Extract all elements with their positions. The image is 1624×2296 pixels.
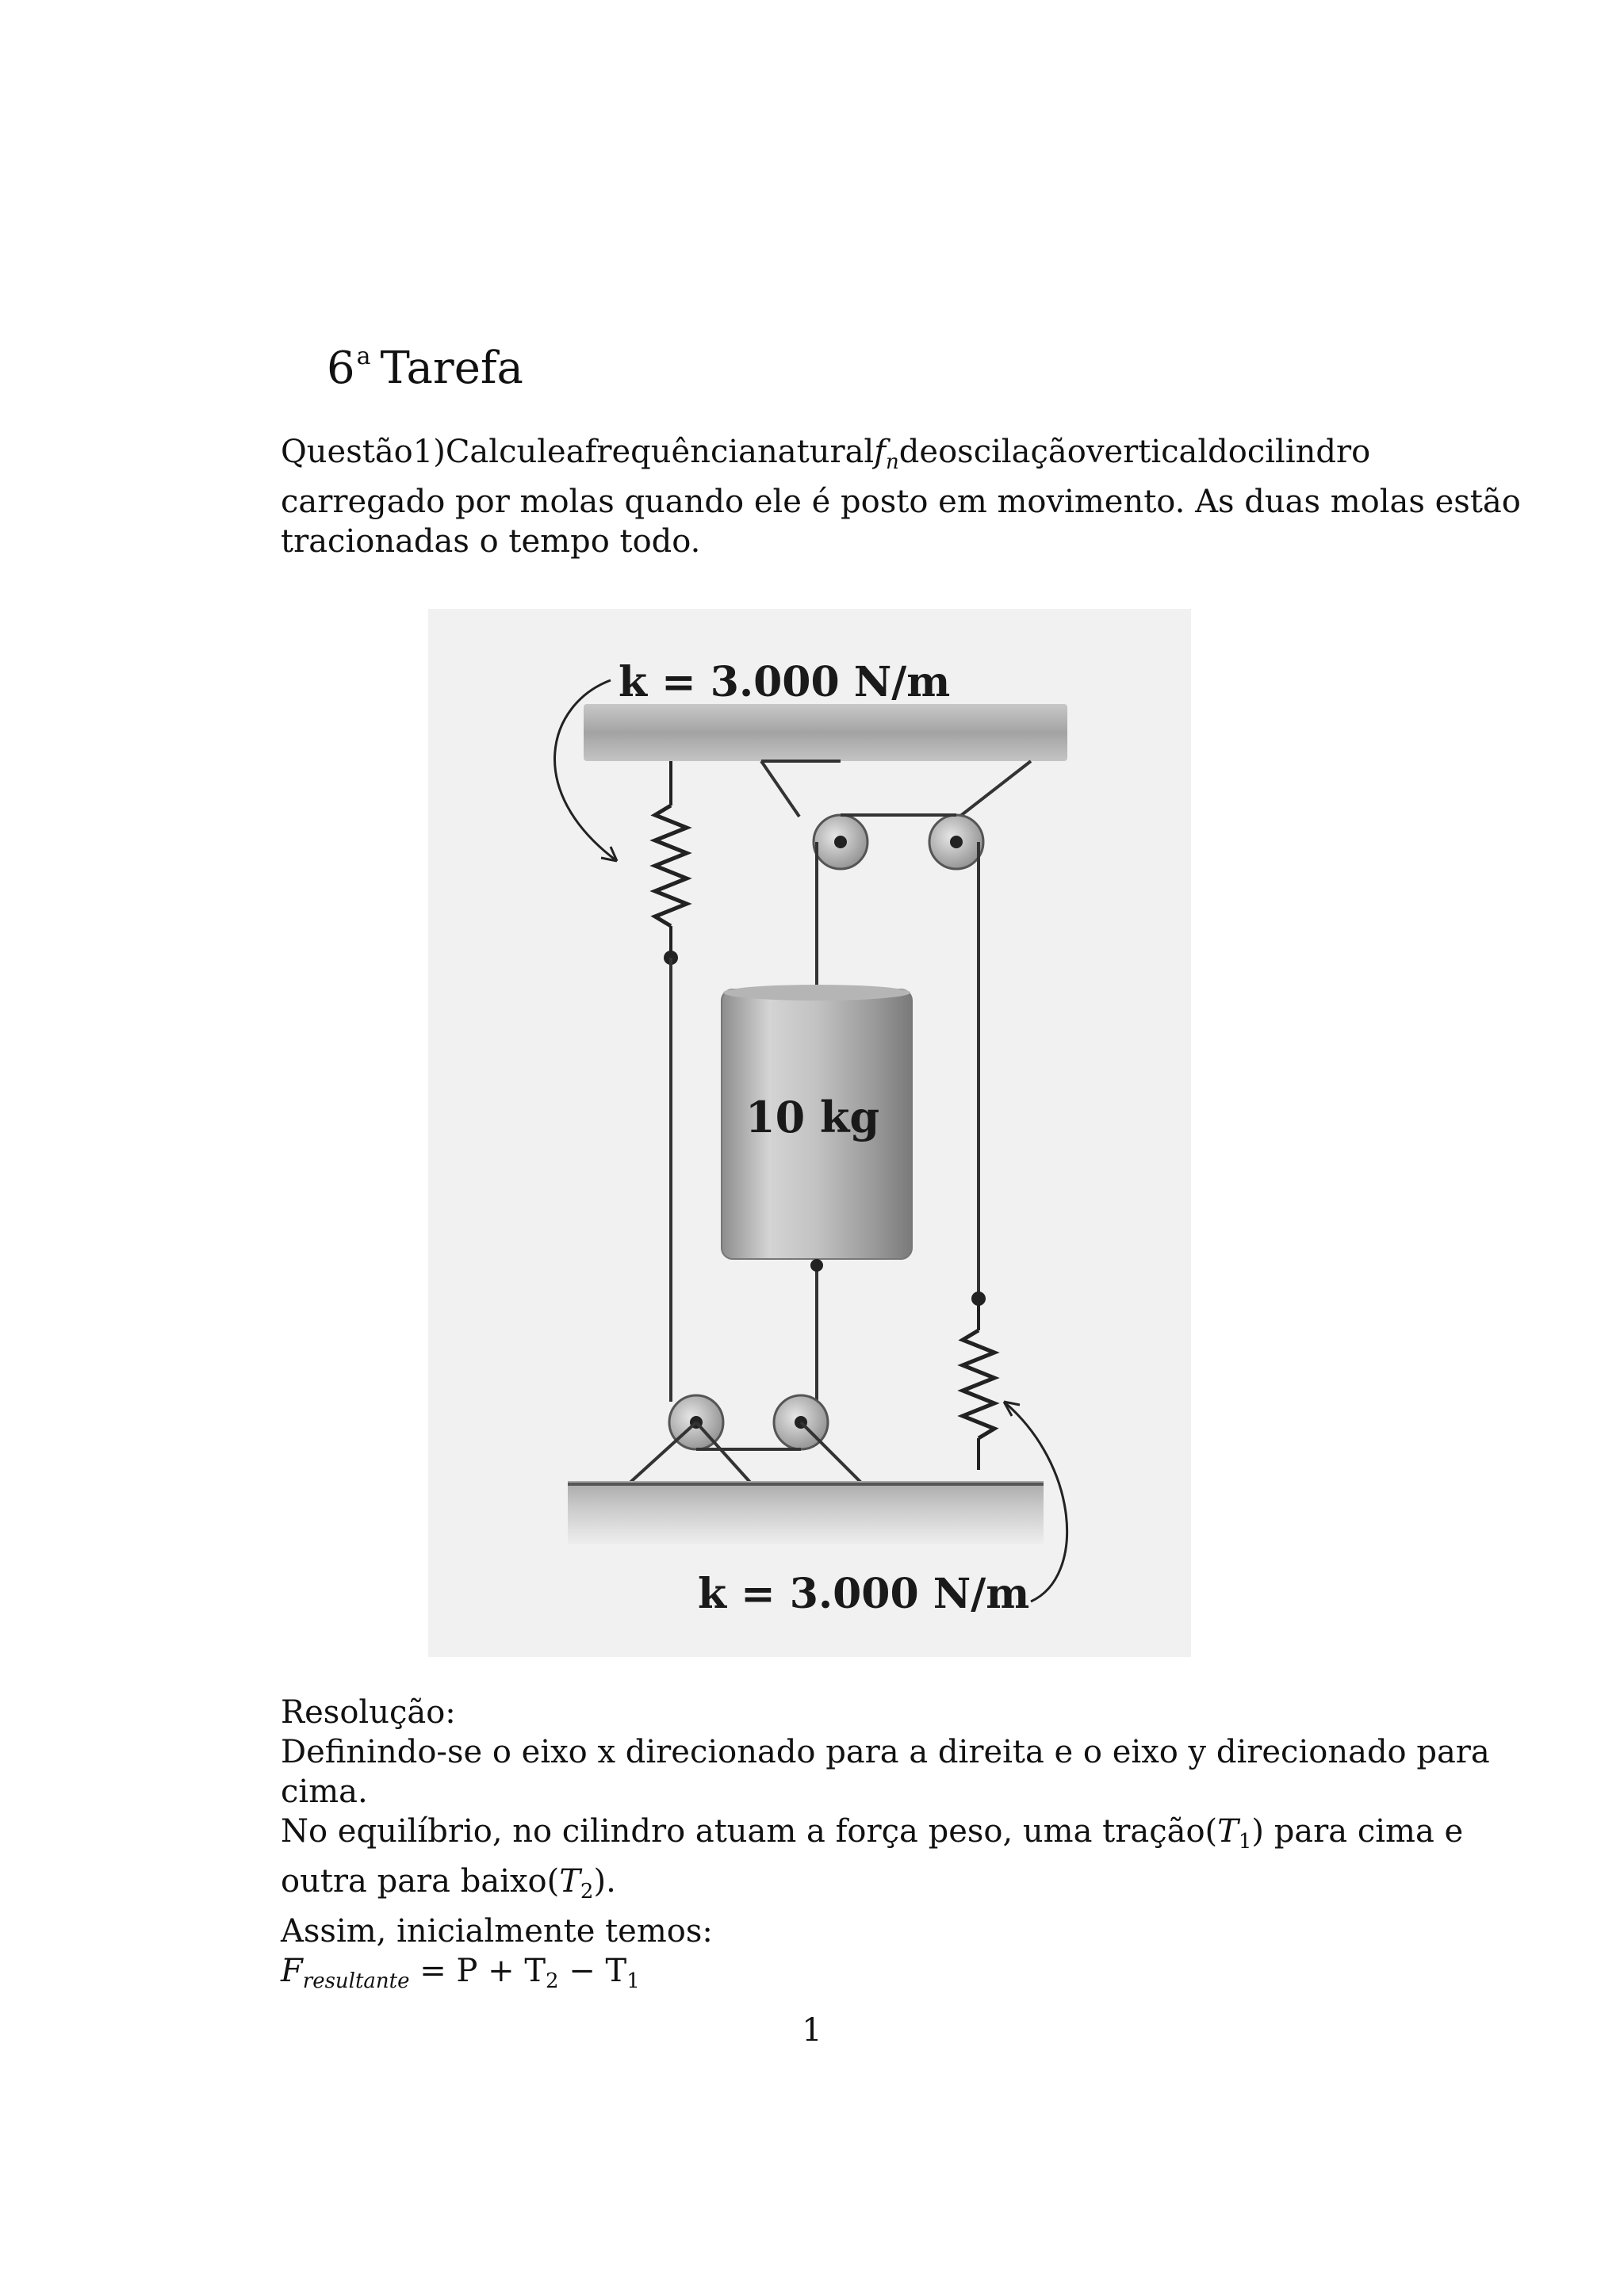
question-paragraph: [281, 432, 1521, 561]
resolution-line-5: Assim, inicialmente temos:: [281, 1913, 713, 1950]
natural-frequency-symbol: $f_n$: [874, 434, 899, 474]
spring-mass-figure: [428, 609, 1191, 1657]
top-spring-label: k = 3.000 N/m: [619, 658, 951, 706]
resolution-line-4: outra para $baixo(T_2)$.: [281, 1863, 616, 1904]
title-superscript: a: [356, 342, 371, 371]
question-line-1: [281, 432, 1371, 482]
question-word: vertical: [1086, 434, 1208, 470]
resolution-line-3: No equilíbrio, no cilindro atuam a força peso, uma $tração(T_1)$ para cima e: [281, 1813, 1464, 1854]
resolution-line-2: cima.: [281, 1774, 368, 1810]
question-word: natural: [757, 434, 875, 470]
question-word: a: [565, 434, 585, 470]
question-word: 1)Calcule: [412, 434, 566, 470]
spring-mass-diagram: [428, 609, 1191, 1657]
question-word: de: [898, 434, 939, 470]
question-word: frequência: [584, 434, 758, 470]
resolution-heading: Resolução:: [281, 1694, 456, 1731]
title-text: Tarefa: [380, 342, 523, 394]
ceiling-bar: [584, 704, 1067, 761]
question-line-2: carregado por molas quando ele é posto em movimento. As duas molas estão: [281, 484, 1521, 520]
bottom-spring-label: k = 3.000 N/m: [698, 1570, 1030, 1618]
question-word: Questão: [281, 434, 413, 470]
floor-bar: [568, 1481, 1044, 1544]
resolution-line-1: Definindo-se o eixo x direcionado para a direita e o eixo y direcionado para: [281, 1734, 1490, 1770]
mass-label: 10 kg: [745, 1092, 880, 1142]
page-number: 1: [802, 2012, 822, 2049]
cylinder-bottom-knot: [810, 1259, 823, 1272]
question-line-3: tracionadas o tempo todo.: [281, 523, 701, 560]
resultant-force-equation: $F_{resultante} = P + T_2 - T_1$: [281, 1953, 640, 1993]
resolution-section: [281, 1693, 1490, 2001]
question-word: oscilação: [938, 434, 1086, 470]
question-word: cilindro: [1247, 434, 1371, 470]
top-left-pulley-axle: [834, 836, 847, 848]
question-word: do: [1208, 434, 1247, 470]
cylinder-mass: [722, 985, 912, 1259]
assignment-title: [327, 342, 523, 394]
top-right-pulley-axle: [950, 836, 963, 848]
title-number: 6: [327, 342, 355, 394]
